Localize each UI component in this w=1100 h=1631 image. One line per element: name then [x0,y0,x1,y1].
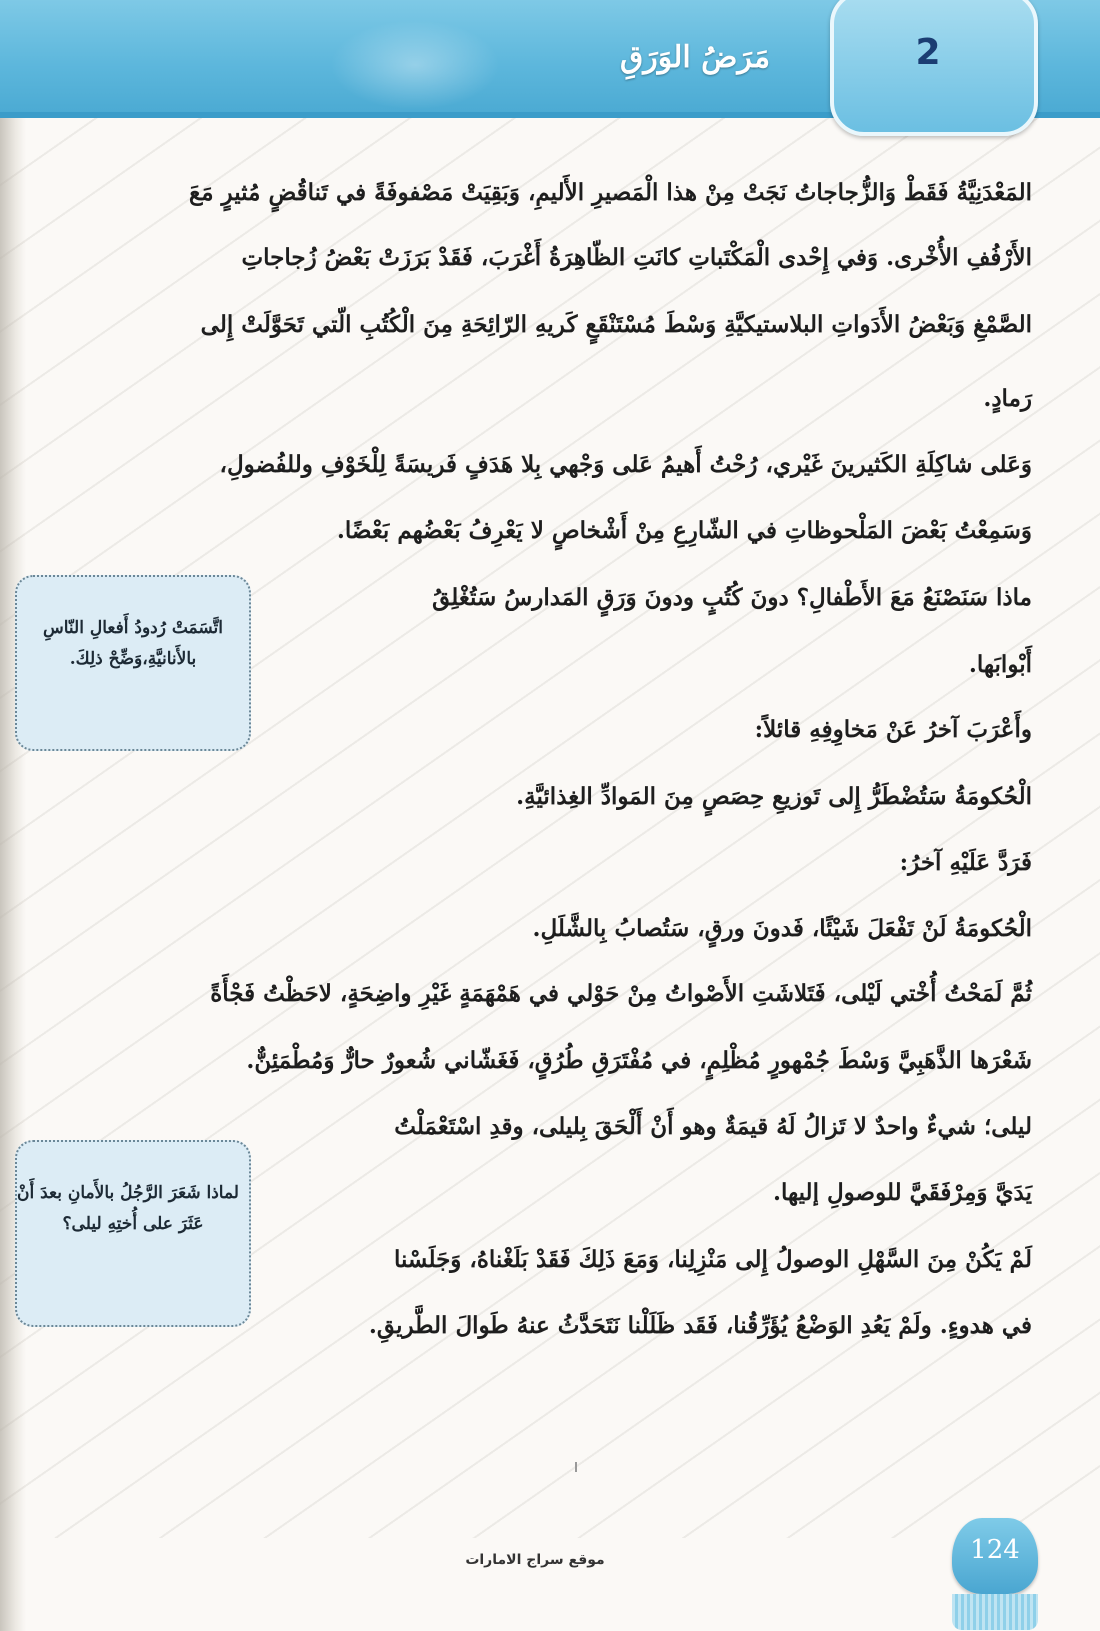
body-line: أَبْوابَها. [968,651,1032,678]
side-question-box [15,575,251,751]
body-line: شَعْرَها الذَّهَبِيَّ وَسْطَ جُمْهورٍ مُظْلِمٍ، في مُفْتَرَقِ طُرُقٍ، فَغَشّاني شُعورٌ حارٌّ وَمُطْمَئِنٌّ. [246,1047,1032,1074]
body-line: وَعَلى شاكِلَةِ الكَثيرينَ غَيْري، رُحْتُ أَهيمُ عَلى وَجْهي بِلا هَدَفٍ فَريسَةً لِلْخَوْفِ وللفُضولِ، [219,451,1032,478]
footer-site-name: موقع سراج الامارات [465,1552,605,1568]
page-edge [0,0,26,1631]
body-line: ثُمَّ لَمَحْتُ أُخْتي لَيْلى، فَتَلاشَتِ الأَصْواتُ مِنْ حَوْلي في هَمْهَمَةٍ غَيْرِ واضِحَةٍ، لاحَظْتُ فَجْأَةً [210,980,1032,1007]
chapter-title: مَرَضُ الوَرَقِ [619,40,771,75]
divider [575,1462,577,1472]
body-line: لَمْ يَكُنْ مِنَ السَّهْلِ الوصولُ إِلى مَنْزِلِنا، وَمَعَ ذَلِكَ فَقَدْ بَلَغْناهُ، وَجَلَسْنا [393,1246,1032,1273]
side-question-text: بالأَنانيَّةِ،وَضِّحْ ذلِكَ. [69,649,197,669]
body-line: يَدَيَّ وَمِرْفَقَيَّ للوصولِ إليها. [773,1179,1032,1206]
body-line: ليلى؛ شيءٌ واحدٌ لا تَزالُ لَهُ قيمَةٌ وهو أَنْ أَلْحَقَ بِليلى، وقدِ اسْتَعْمَلْتُ [394,1113,1032,1140]
body-line: في هدوءٍ. ولَمْ يَعُدِ الوَضْعُ يُؤَرِّقُنا، فَقَد ظَلَلْنا نَتَحَدَّثُ عنهُ طَوالَ الطَّريقِ. [368,1312,1032,1339]
body-line: وَسَمِعْتُ بَعْضَ المَلْحوظاتِ في الشّارِعِ مِنْ أَشْخاصٍ لا يَعْرِفُ بَعْضُهم بَعْضًا. [336,517,1032,544]
side-question-text: اتَّسَمَتْ رُدودُ أَفعالِ النّاسِ [42,618,223,638]
side-question-text: لماذا شَعَرَ الرَّجُلُ بالأَمانِ بعدَ أَنْ [16,1183,239,1203]
page-number: 124 [970,1535,1020,1565]
body-line: الْحُكومَةُ لَنْ تَفْعَلَ شَيْئًا، فَدونَ ورقٍ، سَتُصابُ بِالشَّلَلِ. [532,915,1032,942]
body-line: الْحُكومَةُ سَتُضْطَرُّ إِلى تَوزيعِ حِصَصٍ مِنَ المَوادِّ الغِذائيَّةِ. [516,783,1032,810]
body-line: ماذا سَنَصْنَعُ مَعَ الأَطْفالِ؟ دونَ كُتُبٍ ودونَ وَرَقٍ المَدارسُ سَتُغْلِقُ [432,584,1032,611]
header-decoration [330,20,500,110]
side-question-box [15,1140,251,1327]
side-question-text: عَثَرَ على أُختِهِ ليلى؟ [62,1214,204,1234]
body-line: الصَّمْغِ وَبَعْضُ الأَدَواتِ البلاستيكيَّةِ وَسْطَ مُسْتَنْقَعٍ كَريهِ الرّائِحَةِ مِنَ الْكُتُبِ الّتي تَحَوَّلَتْ إِلى [200,311,1032,338]
chapter-number: 2 [915,32,941,73]
body-line: وأَعْرَبَ آخرُ عَنْ مَخاوِفِهِ قائلاً: [754,716,1032,743]
body-line: المَعْدَنِيَّةُ فَقَطْ وَالزُّجاجاتُ نَجَتْ مِنْ هذا الْمَصيرِ الأَليمِ، وَبَقِيَتْ مَصْفوفَةً في تَناقُضٍ مُثيرٍ مَعَ [188,179,1032,206]
body-line: فَرَدَّ عَلَيْهِ آخرُ: [899,849,1032,876]
body-line: رَمادٍ. [983,385,1032,412]
body-line: الأَرْفُفِ الأُخْرى. وَفي إِحْدى الْمَكْتَباتِ كانَتِ الظّاهِرَةُ أَغْرَبَ، فَقَدْ بَرَزَتْ بَعْضُ زُجاجاتِ [241,244,1032,271]
